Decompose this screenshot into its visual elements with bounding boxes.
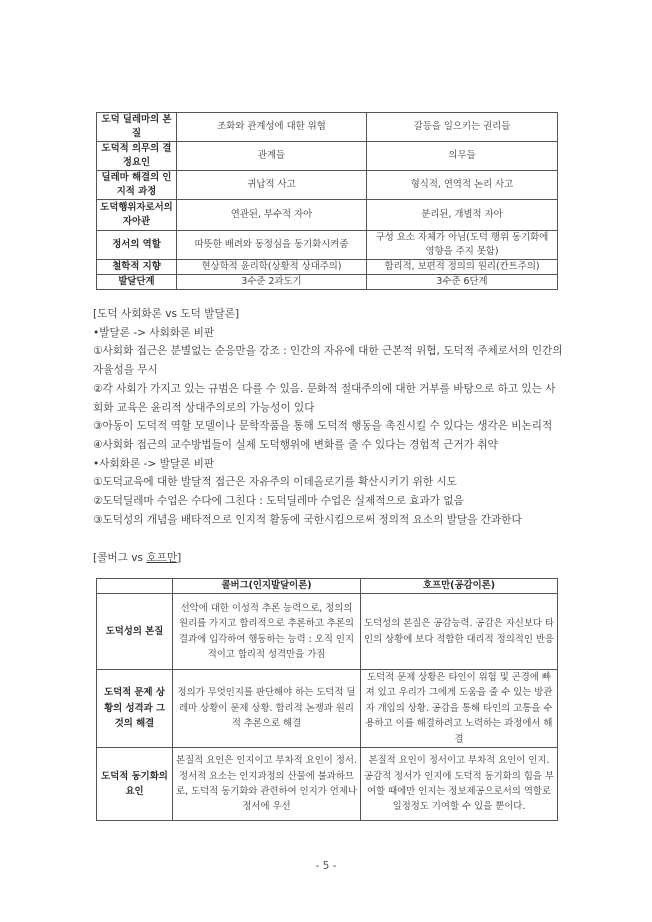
paragraph-line: ①도덕교육에 대한 발달적 접근은 자유주의 이데올로기를 확산시키기 위한 시도 [93,476,457,489]
row-header: 도덕적 의무의 결정요인 [97,142,177,171]
table-row [97,670,558,748]
table-cell: 도덕적 문제 상황은 타인이 위험 및 곤경에 빠져 있고 우리가 그에게 도움을 줄 수 있는 방관자 개입의 상황. 공감을 통해 타인의 고통을 수용하고 이를 해결하려고 노력하는 과정에서 해결 [361,670,558,748]
table-row [97,594,558,670]
column-header [97,579,173,594]
paragraph-line: ②각 사회가 가지고 있는 규범은 다를 수 있음. 문화적 절대주의에 대한 거부를 바탕으로 하고 있는 사회화 교육은 윤리적 상대주의로의 가능성이 있다 [93,382,556,414]
paragraph-line: ①사회화 접근은 분별없는 순응만을 강조 : 인간의 자유에 대한 근본적 위협, 도덕적 주체로서의 인간의 자율성을 무시 [93,345,563,377]
section-socialization-vs-development [93,305,563,529]
table-cell: 본질적 요인은 인지이고 부차적 요인이 정서. 정서적 요소는 인지과정의 산물에 불과하므로, 도덕적 동기화와 관련하여 인지가 언제나 정서에 우선 [173,748,361,821]
table-cell: 관계들 [177,142,367,171]
table-cell: 3수준 2과도기 [177,275,367,290]
table-cell: 합리적, 보편적 정의의 원리(칸트주의) [367,260,558,275]
table-cell: 현상학적 윤리학(상황적 상대주의) [177,260,367,275]
table-cell: 조화와 관계성에 대한 위협 [177,113,367,142]
comparison-table-care-vs-justice [96,112,558,290]
row-header: 도덕적 동기화의 요인 [97,748,173,821]
paragraph-line: •발달론 -> 사회화론 비판 [93,326,215,339]
table-cell: 도덕성의 본질은 공감능력. 공감은 자신보다 타인의 상황에 보다 적합한 대리적 정의적인 반응 [361,594,558,670]
row-header: 철학적 지향 [97,260,177,275]
paragraph-line: ③아동이 도덕적 역할 모델이나 문학작품을 통해 도덕적 행동을 촉진시킬 수 있다는 생각은 비논리적 [93,420,553,433]
title-underlined: 호프만 [146,552,178,564]
table-header-row [97,579,558,594]
section-kohlberg-vs-hoffman [93,549,563,568]
table-row [97,200,558,231]
table-cell: 분리된, 개별적 자아 [367,200,558,231]
paragraph-line: ④사회화 접근의 교수방법들이 실제 도덕행위에 변화를 줄 수 있다는 경험적 근거가 취약 [93,438,498,451]
row-header: 도덕행위자로서의 자아관 [97,200,177,231]
column-header: 호프만(공감이론) [361,579,558,594]
table-row [97,171,558,200]
row-header: 도덕적 문제 상황의 성격과 그것의 해결 [97,670,173,748]
table-row [97,275,558,290]
paragraph-line: •사회화론 -> 발달론 비판 [93,457,215,470]
table-row [97,113,558,142]
table-cell: 구성 요소 자체가 아님(도덕 행위 동기화에 영향을 주지 못함) [367,231,558,260]
table-row [97,748,558,821]
title-suffix: ] [177,552,182,564]
table-row [97,231,558,260]
row-header: 도덕성의 본질 [97,594,173,670]
column-header: 콜버그(인지발달이론) [173,579,361,594]
table-cell: 의무들 [367,142,558,171]
table-cell: 갈등을 일으키는 권리들 [367,113,558,142]
table-row [97,142,558,171]
row-header: 도덕 딜레마의 본질 [97,113,177,142]
table-cell: 형식적, 연역적 논리 사고 [367,171,558,200]
row-header: 정서의 역할 [97,231,177,260]
row-header: 딜레마 해결의 인지적 과정 [97,171,177,200]
title-prefix: [콜버그 vs [93,552,147,564]
table-cell: 정의가 무엇인지를 판단해야 하는 도덕적 딜레마 상황이 문제 상황. 합리적 논쟁과 원리적 추론으로 해결 [173,670,361,748]
table-cell: 본질적 요인이 정서이고 부차적 요인이 인지. 공감적 정서가 인지에 도덕적 동기화의 힘을 부여할 때에만 인지는 정보제공으로서의 역할로 일정정도 기여할 수 있을 뿐이다. [361,748,558,821]
comparison-table-kohlberg-vs-hoffman [96,578,558,821]
section-title: [도덕 사회화론 vs 도덕 발달론] [93,308,240,320]
table-cell: 귀납적 사고 [177,171,367,200]
row-header: 발달단계 [97,275,177,290]
table-cell: 따뜻한 배려와 동정심을 동기화시켜줌 [177,231,367,260]
paragraph-line: ②도덕딜레마 수업은 수다에 그친다 : 도덕딜레마 수업은 실제적으로 효과가 없음 [93,495,464,508]
paragraph-line: ③도덕성의 개념을 배타적으로 인지적 활동에 국한시킴으로써 정의적 요소의 발달을 간과한다 [93,513,522,526]
table-row [97,260,558,275]
table-cell: 연관된, 부수적 자아 [177,200,367,231]
section-title [93,549,563,568]
table-cell: 선악에 대한 이성적 추론 능력으로, 정의의 원리를 가지고 합리적으로 추론하고 추론의 결과에 입각하여 행동하는 능력 : 오직 인지적이고 합리적 성격만을 가짐 [173,594,361,670]
page-number: - 5 - [315,860,337,872]
table-cell: 3수준 6단계 [367,275,558,290]
